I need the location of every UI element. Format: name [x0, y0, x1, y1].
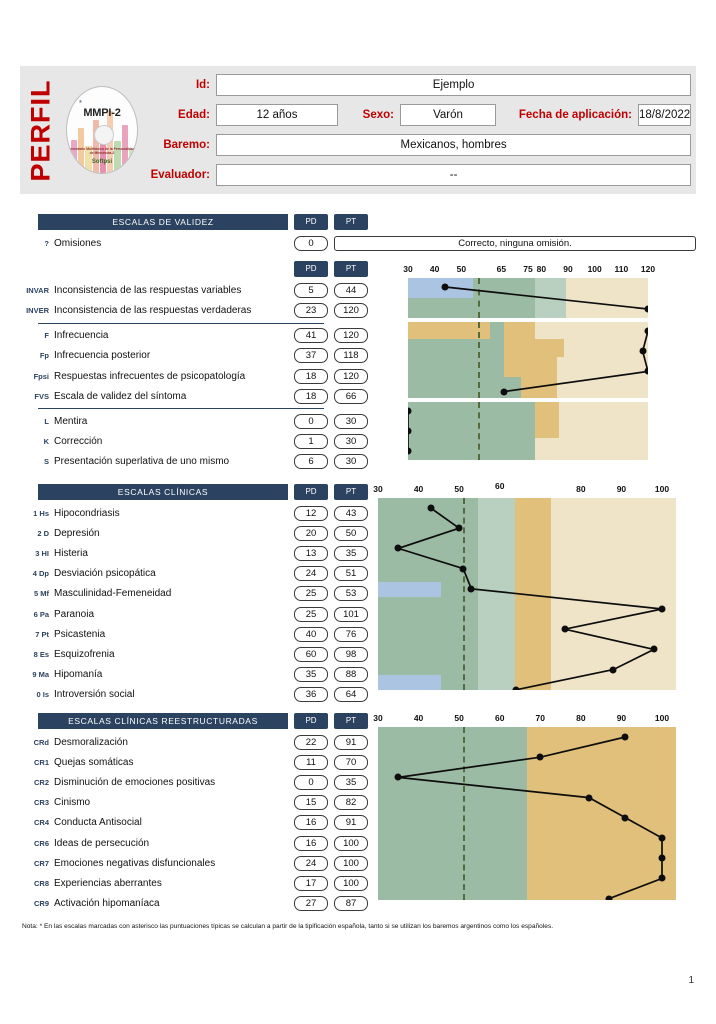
row-pd: 17 — [294, 876, 328, 891]
omisiones-status: Correcto, ninguna omisión. — [334, 236, 696, 251]
row-pt: 88 — [334, 667, 368, 682]
restructured-rows-container — [20, 732, 368, 914]
data-point — [427, 505, 434, 512]
table-row — [20, 772, 368, 792]
row-abbr: Fpsi — [33, 371, 49, 381]
row-pt: 120 — [334, 303, 368, 318]
header-row-baremo — [144, 132, 691, 158]
row-pd: 35 — [294, 667, 328, 682]
row-pd: 15 — [294, 795, 328, 810]
sexo-label: Sexo: — [362, 109, 394, 121]
axis-tick-90: 90 — [563, 264, 573, 274]
axis-tick-60: 60 — [494, 481, 505, 491]
row-name: Ideas de persecución — [54, 837, 150, 849]
table-row — [20, 644, 368, 664]
row-name: Cinismo — [54, 797, 91, 809]
row-abbr: CR8 — [33, 878, 49, 888]
row-name: Infrecuencia posterior — [54, 350, 151, 362]
table-row — [20, 624, 368, 644]
table-row — [20, 752, 368, 772]
validity-plot-infrequency — [408, 322, 648, 398]
row-name: Emociones negativas disfuncionales — [54, 857, 216, 869]
data-point — [460, 565, 467, 572]
row-abbr: CR4 — [33, 818, 49, 828]
header-row-evaluador — [144, 162, 691, 188]
row-pd: 24 — [294, 566, 328, 581]
cd-brand-text: Softpsi — [91, 159, 113, 165]
table-row — [20, 503, 368, 523]
profile-header-panel — [20, 66, 696, 194]
row-pd: 36 — [294, 687, 328, 702]
axis-tick-100: 100 — [654, 484, 670, 494]
data-point — [606, 895, 613, 900]
clinical-section-title: ESCALAS CLÍNICAS — [38, 484, 288, 500]
table-row — [20, 564, 368, 584]
validity-plot-defensiveness — [408, 402, 648, 460]
restructured-chart-axis — [373, 713, 676, 727]
validity-plot-inconsistency — [408, 278, 648, 318]
evaluador-label: Evaluador: — [150, 169, 210, 181]
row-name: Corrección — [54, 436, 103, 448]
row-abbr: 8 Es — [33, 649, 49, 659]
restructured-plot-area — [378, 727, 676, 900]
data-point — [622, 814, 629, 821]
restructured-scales-section — [20, 713, 368, 914]
axis-tick-30: 30 — [373, 484, 383, 494]
data-point — [645, 368, 649, 375]
row-name: Hipocondriasis — [54, 507, 120, 519]
row-pd: 0 — [294, 414, 328, 429]
row-pt: 66 — [334, 389, 368, 404]
id-label: Id: — [195, 79, 210, 91]
footnote-text: Nota: * En las escalas marcadas con asterisco las puntuaciones típicas se calculan a partir de la tipificación española, tanto si se utilizan los baremos argentinos como los españoles. — [22, 923, 554, 930]
data-point — [659, 855, 666, 862]
row-pd: 16 — [294, 836, 328, 851]
row-abbr: F — [44, 331, 49, 341]
row-pt: 91 — [334, 735, 368, 750]
row-abbr: 6 Pa — [33, 609, 49, 619]
axis-tick-30: 30 — [403, 264, 413, 274]
cd-title-text: MMPI-2 — [83, 107, 121, 119]
data-point — [639, 348, 646, 355]
sexo-value[interactable]: Varón — [400, 104, 496, 126]
validity-chart-axis — [403, 264, 656, 278]
validity-pd-header: PD — [294, 214, 328, 230]
row-name: Inconsistencia de las respuestas verdaderas — [54, 304, 252, 316]
page-number: 1 — [688, 975, 694, 986]
axis-tick-50: 50 — [454, 713, 464, 723]
profile-line — [504, 331, 648, 392]
row-name: Activación hipomaníaca — [54, 898, 160, 910]
edad-label: Edad: — [178, 109, 210, 121]
validity-pt-header-2: PT — [334, 261, 368, 277]
row-abbr: 9 Ma — [32, 670, 49, 680]
clinical-chart-axis — [373, 481, 676, 498]
data-point — [622, 734, 629, 741]
table-row — [20, 523, 368, 543]
row-abbr: 3 HI — [35, 548, 49, 558]
row-pt: 101 — [334, 607, 368, 622]
table-row — [20, 685, 368, 705]
row-pt: 118 — [334, 348, 368, 363]
row-pt: 35 — [334, 775, 368, 790]
row-pd: 6 — [294, 454, 328, 469]
group-divider — [38, 408, 324, 409]
data-point — [395, 774, 402, 781]
validity-section-title: ESCALAS DE VALIDEZ — [38, 214, 288, 230]
row-abbr: CR7 — [33, 858, 49, 868]
clinical-section-header — [20, 484, 368, 500]
row-name: Mentira — [54, 415, 88, 427]
cd-center-hole — [94, 125, 114, 145]
row-name: Experiencias aberrantes — [54, 877, 162, 889]
data-point — [645, 328, 649, 335]
data-point — [468, 585, 475, 592]
axis-tick-120: 120 — [640, 264, 656, 274]
row-abbr: K — [43, 437, 49, 447]
data-point — [442, 284, 449, 291]
row-pt: 100 — [334, 836, 368, 851]
row-abbr: S — [43, 457, 49, 467]
row-pt: 76 — [334, 627, 368, 642]
axis-tick-40: 40 — [429, 264, 440, 274]
row-pd: 41 — [294, 328, 328, 343]
data-point — [501, 388, 508, 395]
cd-disc-shape — [66, 86, 138, 174]
clinical-scales-section — [20, 484, 368, 705]
baremo-label: Baremo: — [163, 139, 210, 151]
table-row — [20, 853, 368, 873]
row-pt: 53 — [334, 586, 368, 601]
row-pd: 24 — [294, 856, 328, 871]
data-point — [645, 306, 649, 313]
row-pd: 18 — [294, 389, 328, 404]
data-point — [610, 666, 617, 673]
data-point — [650, 646, 657, 653]
edad-value[interactable]: 12 años — [216, 104, 338, 126]
row-name: Inconsistencia de las respuestas variables — [54, 284, 242, 296]
row-pt: 70 — [334, 755, 368, 770]
row-pt: 82 — [334, 795, 368, 810]
row-abbr: FVS — [34, 391, 49, 401]
validity-pd-header-2: PD — [294, 261, 328, 277]
row-pd: 12 — [294, 506, 328, 521]
row-pd: 13 — [294, 546, 328, 561]
row-name: Hipomanía — [54, 669, 103, 681]
row-pd: 1 — [294, 434, 328, 449]
axis-tick-90: 90 — [616, 484, 627, 494]
row-abbr: Fp — [39, 351, 49, 361]
row-abbr: 7 Pt — [35, 629, 49, 639]
table-row — [20, 584, 368, 604]
axis-tick-80: 80 — [536, 264, 547, 274]
row-abbr: 1 Hs — [33, 508, 49, 518]
axis-tick-50: 50 — [454, 484, 464, 494]
table-row — [20, 604, 368, 624]
clinical-pd-header: PD — [294, 484, 328, 500]
row-pt: 30 — [334, 454, 368, 469]
data-point — [395, 545, 402, 552]
mmpi2-cd-logo — [64, 84, 140, 176]
id-value[interactable]: Ejemplo — [216, 74, 691, 96]
row-pt: 100 — [334, 856, 368, 871]
row-pd: 0 — [294, 775, 328, 790]
axis-tick-80: 80 — [576, 484, 586, 494]
axis-tick-30: 30 — [373, 713, 383, 723]
row-name: Paranoia — [54, 608, 95, 620]
profile-line — [445, 287, 648, 309]
axis-tick-40: 40 — [413, 713, 424, 723]
table-row-omisiones — [20, 233, 696, 253]
data-point — [659, 606, 666, 613]
table-row — [20, 813, 368, 833]
axis-tick-60: 60 — [494, 713, 505, 723]
row-pd: 5 — [294, 283, 328, 298]
row-name: Escala de validez del síntoma — [54, 390, 187, 402]
row-pt: 98 — [334, 647, 368, 662]
perfil-text: PERFIL — [25, 78, 56, 182]
validity-section-header — [20, 214, 696, 230]
row-name: Conducta Antisocial — [54, 817, 142, 829]
row-name: Esquizofrenia — [54, 648, 115, 660]
table-row — [20, 873, 368, 893]
data-point — [456, 525, 463, 532]
row-pd: 18 — [294, 369, 328, 384]
evaluador-value[interactable]: -- — [216, 164, 691, 186]
omisiones-pd: 0 — [294, 236, 328, 251]
row-pt: 44 — [334, 283, 368, 298]
row-pt: 120 — [334, 328, 368, 343]
row-pd: 23 — [294, 303, 328, 318]
restructured-pd-header: PD — [294, 713, 328, 729]
row-pt: 50 — [334, 526, 368, 541]
header-row-demographics — [144, 102, 691, 128]
row-pt: 35 — [334, 546, 368, 561]
row-pd: 27 — [294, 896, 328, 911]
clinical-plot-area — [378, 498, 676, 690]
axis-tick-40: 40 — [413, 484, 424, 494]
table-row — [20, 894, 368, 914]
row-pt: 100 — [334, 876, 368, 891]
data-point — [561, 626, 568, 633]
omisiones-abbr: ? — [44, 238, 49, 248]
row-abbr: INVER — [26, 305, 49, 315]
axis-tick-90: 90 — [616, 713, 627, 723]
data-point — [512, 686, 519, 690]
row-name: Depresión — [54, 527, 100, 539]
row-abbr: CR2 — [33, 777, 49, 787]
axis-tick-110: 110 — [614, 264, 629, 274]
restructured-section-header — [20, 713, 368, 729]
row-name: Desmoralización — [54, 736, 128, 748]
row-pd: 11 — [294, 755, 328, 770]
axis-tick-65: 65 — [496, 264, 507, 274]
row-pd: 20 — [294, 526, 328, 541]
row-abbr: CR1 — [33, 757, 49, 767]
row-name: Respuestas infrecuentes de psicopatología — [54, 370, 246, 382]
row-abbr: 0 Is — [36, 690, 49, 700]
clinical-rows-container — [20, 503, 368, 705]
clinical-pt-header: PT — [334, 484, 368, 500]
cd-registered-icon: ® — [79, 99, 82, 104]
axis-tick-50: 50 — [456, 264, 467, 274]
perfil-vertical-label — [20, 66, 62, 194]
row-pt: 64 — [334, 687, 368, 702]
row-pt: 120 — [334, 369, 368, 384]
table-row — [20, 793, 368, 813]
cd-subtitle-text: Inventario Multifásico de la Personalidad de Minnesota-2 — [69, 147, 135, 156]
row-abbr: CR6 — [33, 838, 49, 848]
row-pt: 87 — [334, 896, 368, 911]
row-name: Presentación superlativa de uno mismo — [54, 456, 230, 468]
header-fields — [140, 66, 701, 194]
data-point — [537, 754, 544, 761]
axis-tick-75: 75 — [523, 264, 533, 274]
axis-tick-80: 80 — [576, 713, 586, 723]
axis-tick-100: 100 — [654, 713, 670, 723]
row-pd: 40 — [294, 627, 328, 642]
row-pd: 25 — [294, 586, 328, 601]
table-row — [20, 833, 368, 853]
row-name: Quejas somáticas — [54, 756, 134, 768]
row-abbr: 5 Mf — [34, 589, 49, 599]
row-abbr: 4 Dp — [32, 569, 49, 579]
row-pd: 16 — [294, 815, 328, 830]
profile-line — [398, 508, 662, 690]
row-name: Psicastenia — [54, 628, 106, 640]
omisiones-name: Omisiones — [54, 237, 102, 249]
validity-pt-header: PT — [334, 214, 368, 230]
row-abbr: CRd — [33, 737, 49, 747]
row-pt: 43 — [334, 506, 368, 521]
header-row-id — [144, 72, 691, 98]
row-abbr: CR9 — [33, 899, 49, 909]
row-name: Desviación psicopática — [54, 568, 156, 580]
row-pt: 30 — [334, 414, 368, 429]
baremo-value[interactable]: Mexicanos, hombres — [216, 134, 691, 156]
axis-tick-100: 100 — [587, 264, 602, 274]
data-point — [659, 875, 666, 882]
table-row — [20, 543, 368, 563]
row-pt: 30 — [334, 434, 368, 449]
data-point — [585, 794, 592, 801]
row-name: Histeria — [54, 547, 88, 559]
row-abbr: INVAR — [26, 285, 49, 295]
row-name: Introversión social — [54, 689, 135, 701]
restructured-pt-header: PT — [334, 713, 368, 729]
axis-tick-70: 70 — [535, 713, 546, 723]
table-row — [20, 665, 368, 685]
row-pd: 25 — [294, 607, 328, 622]
row-pd: 60 — [294, 647, 328, 662]
row-pt: 91 — [334, 815, 368, 830]
table-row — [20, 732, 368, 752]
fecha-value[interactable]: 18/8/2022 — [638, 104, 691, 126]
row-pt: 51 — [334, 566, 368, 581]
restructured-section-title: ESCALAS CLÍNICAS REESTRUCTURADAS — [38, 713, 288, 729]
row-abbr: L — [44, 416, 49, 426]
row-abbr: 2 D — [37, 528, 49, 538]
data-point — [659, 835, 666, 842]
row-name: Masculinidad-Femeneidad — [54, 588, 172, 600]
row-abbr: CR3 — [33, 798, 49, 808]
fecha-label: Fecha de aplicación: — [518, 109, 632, 121]
row-name: Disminución de emociones positivas — [54, 776, 216, 788]
row-pd: 37 — [294, 348, 328, 363]
group-divider — [38, 323, 324, 324]
row-name: Infrecuencia — [54, 330, 109, 342]
row-pd: 22 — [294, 735, 328, 750]
